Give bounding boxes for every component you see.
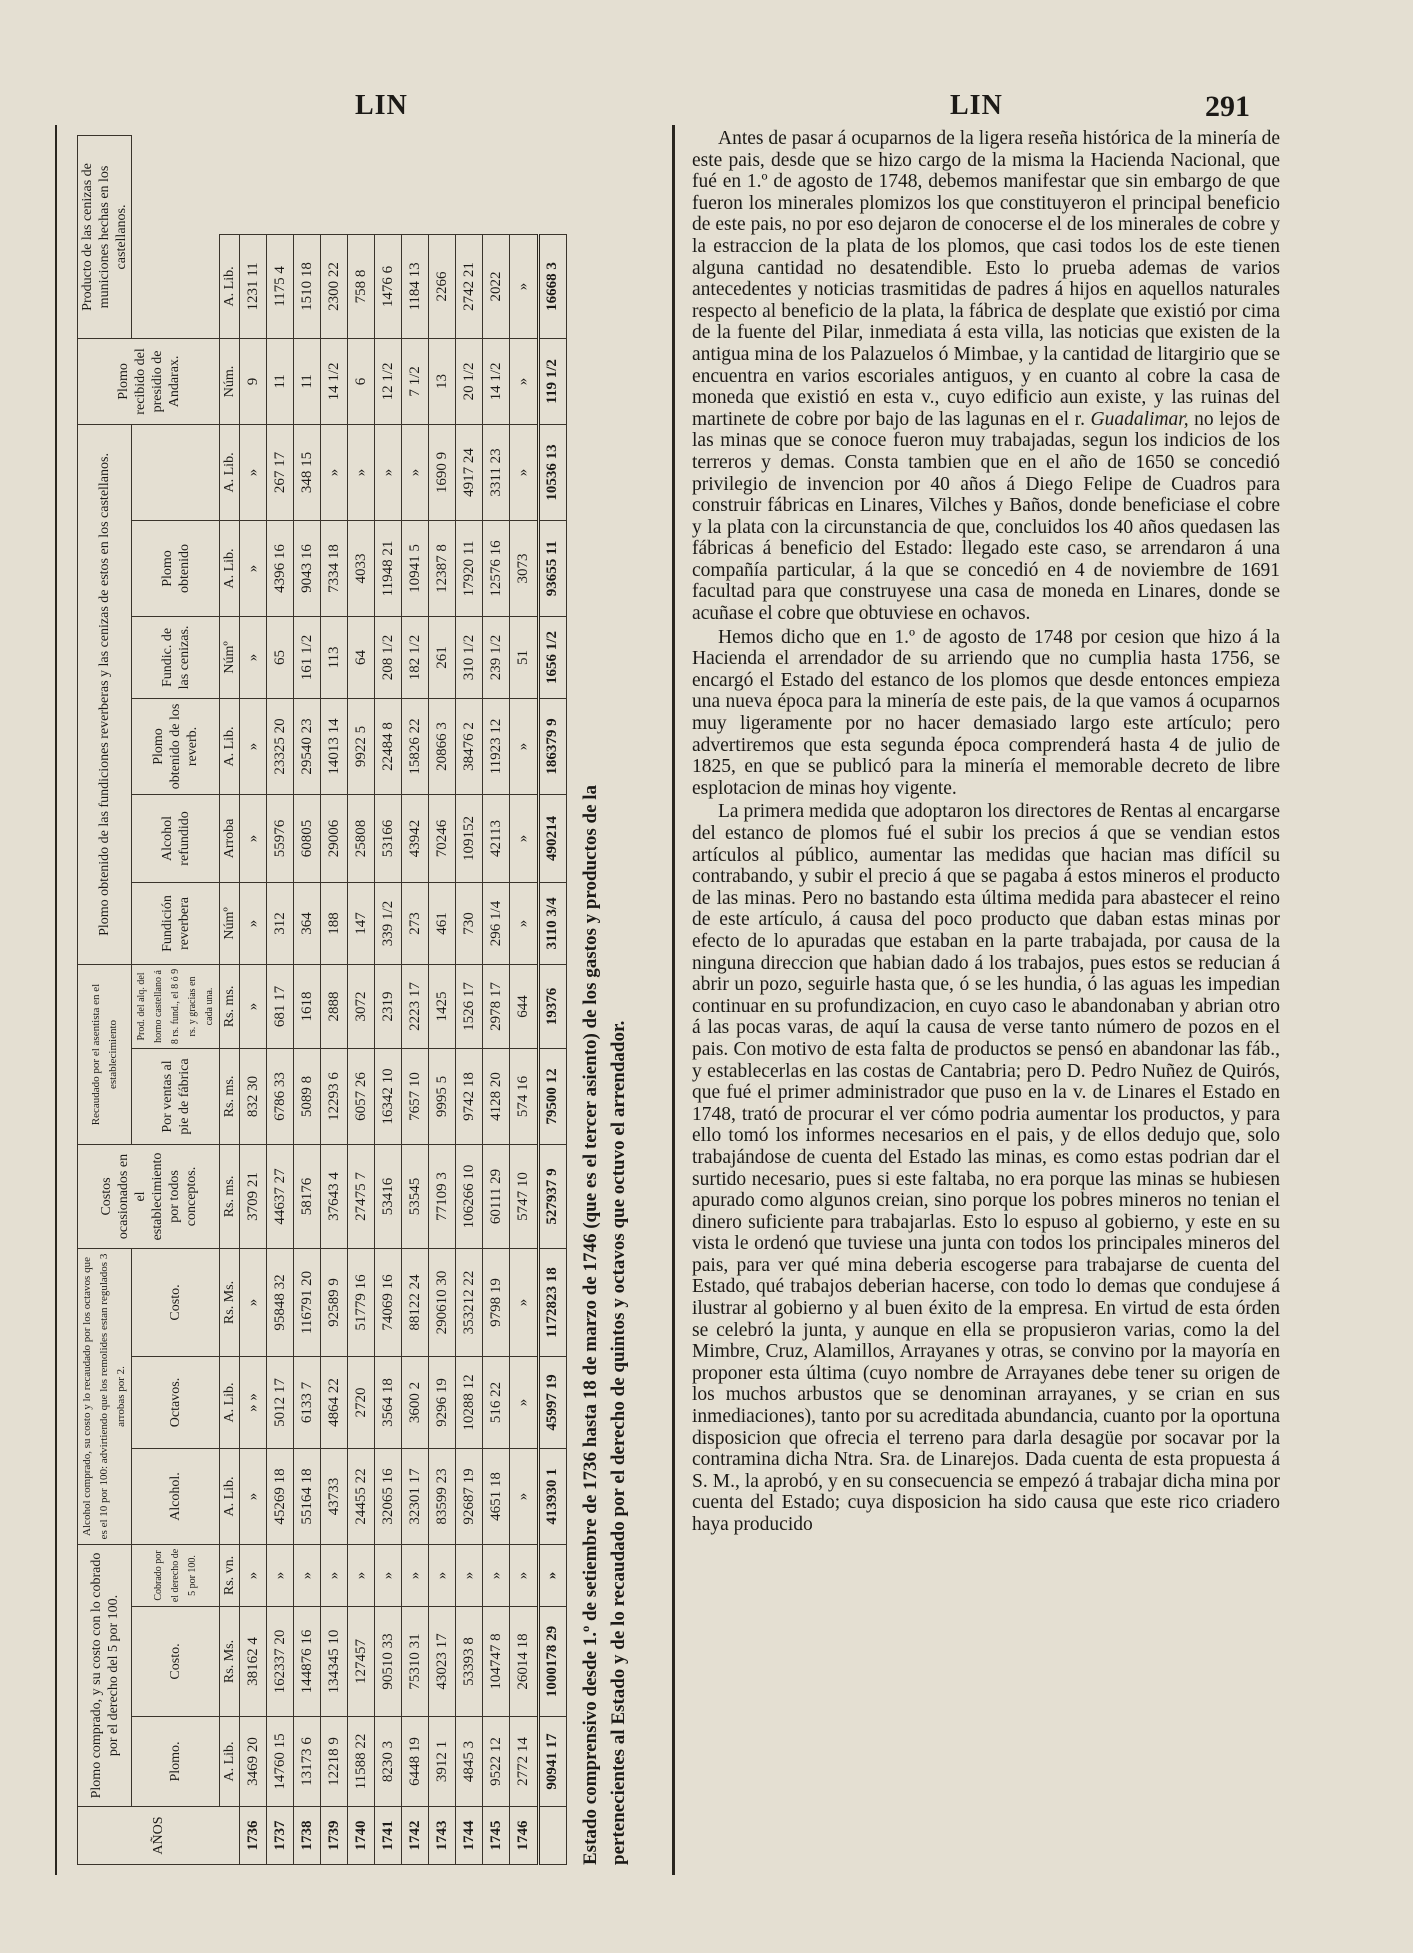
group-recaudado: Recaudado por el asentista en el establecimiento <box>78 964 132 1144</box>
table-cell-ar: 53166 <box>375 794 402 882</box>
table-cell-c: 162337 20 <box>267 1607 294 1717</box>
table-cell-cs: 3709 21 <box>240 1144 267 1248</box>
table-cell-pa: 2223 17 <box>402 964 429 1048</box>
table-cell-pr: 4917 24 <box>456 424 483 520</box>
table-cell-pn: 11 <box>294 338 321 424</box>
table-cell-fc: 208 1/2 <box>375 616 402 698</box>
table-cell-p: 13173 6 <box>294 1717 321 1807</box>
table-row <box>348 136 375 1865</box>
page-number: 291 <box>1205 90 1250 123</box>
table-cell-oc: 45997 19 <box>538 1356 566 1448</box>
table-cell-cs: 77109 3 <box>429 1144 456 1248</box>
table-cell-pv: 12293 6 <box>321 1048 348 1144</box>
unit: Núm. <box>220 338 240 424</box>
paragraph-1-end: no lejos de las minas que se conoce fueron muy trabajadas, segun los indicios de los terreros y demas. Consta tambien que en el año de 1650 se concedió privilegio de invencion por 40 años á Diego Felipe de Cuadros para construir fábricas en Linares, Vilches y Baños, donde beneficiase el cobre y la plata con la circunstancia de que, concluidos los 40 años quedasen las fábricas á beneficio del Estado: llegado este caso, se arrendaron á una compañía particular, á la que se concedió en 4 de noviembre de 1691 facultad para que construyese una casa de moneda en Linares, donde se acuñase el cobre que obtuviese en ochavos. <box>692 408 1280 625</box>
table-cell-pn: 14 1/2 <box>483 338 510 424</box>
running-head-left: LIN <box>355 90 408 121</box>
table-cell-oc: » <box>510 1356 538 1448</box>
table-cell-cs: 53545 <box>402 1144 429 1248</box>
table-cell-pl: 1476 6 <box>375 234 402 338</box>
table-cell-p: 11588 22 <box>348 1717 375 1807</box>
table-cell-co: 116791 20 <box>294 1248 321 1356</box>
table-cell-y: 1738 <box>294 1807 321 1865</box>
table-cell-pl: 2022 <box>483 234 510 338</box>
table-cell-p: 90941 17 <box>538 1717 566 1807</box>
table-cell-pn: 14 1/2 <box>321 338 348 424</box>
table-cell-ar: 490214 <box>538 794 566 882</box>
table-cell-c: 104747 8 <box>483 1607 510 1717</box>
table-cell-cb: » <box>456 1544 483 1606</box>
table-cell-pa: 1618 <box>294 964 321 1048</box>
table-cell-fr: 339 1/2 <box>375 882 402 964</box>
table-row <box>402 136 429 1865</box>
col-plomo-obtenido: Plomo obtenido <box>132 520 220 616</box>
table-cell-p: 12218 9 <box>321 1717 348 1807</box>
rotated-table-area <box>55 125 675 1875</box>
table-cell-pv: 574 16 <box>510 1048 538 1144</box>
table-cell-al: 4651 18 <box>483 1448 510 1544</box>
table-cell-po: » <box>240 698 267 794</box>
unit: A. Lib. <box>220 1448 240 1544</box>
table-cell-fr: 312 <box>267 882 294 964</box>
table-cell-y: 1737 <box>267 1807 294 1865</box>
table-cell-ar: 42113 <box>483 794 510 882</box>
table-cell-y: 1739 <box>321 1807 348 1865</box>
unit: Rs. Ms. <box>220 1607 240 1717</box>
table-cell-pn: 9 <box>240 338 267 424</box>
table-cell-cs: 5747 10 <box>510 1144 538 1248</box>
table-cell-pl: 758 8 <box>348 234 375 338</box>
col-alcohol: Alcohol. <box>132 1448 220 1544</box>
table-cell-pl: 1175 4 <box>267 234 294 338</box>
table-cell-pv: 5089 8 <box>294 1048 321 1144</box>
table-cell-c: 38162 4 <box>240 1607 267 1717</box>
unit: A. Lib. <box>220 234 240 338</box>
table-cell-pl: 1231 11 <box>240 234 267 338</box>
table-row <box>240 136 267 1865</box>
table-cell-cs: 527937 9 <box>538 1144 566 1248</box>
table-title <box>577 135 633 1865</box>
table-cell-p: 6448 19 <box>402 1717 429 1807</box>
table-cell-cb: » <box>402 1544 429 1606</box>
group-plomo-obtenido: Plomo obtenido de las fundiciones reverberas y las cenizas de estos en los castellanos. <box>78 424 132 964</box>
table-row <box>483 136 510 1865</box>
table-cell-p: 8230 3 <box>375 1717 402 1807</box>
table-cell-cb: » <box>321 1544 348 1606</box>
rotated-table-inner <box>57 125 672 1875</box>
table-cell-pn: 7 1/2 <box>402 338 429 424</box>
col-fundic-cenizas: Fundic. de las cenizas. <box>132 616 220 698</box>
col-costo: Costo. <box>132 1607 220 1717</box>
table-cell-pob: 17920 11 <box>456 520 483 616</box>
table-cell-pr: » <box>510 424 538 520</box>
table-cell-cb: » <box>429 1544 456 1606</box>
table-cell-al: 32301 17 <box>402 1448 429 1544</box>
table-cell-cs: 27475 7 <box>348 1144 375 1248</box>
table-cell-pr: 1690 9 <box>429 424 456 520</box>
table-cell-al: 83599 23 <box>429 1448 456 1544</box>
unit: Númº <box>220 882 240 964</box>
col-anos: AÑOS <box>78 1807 240 1865</box>
table-cell-pv: 6057 26 <box>348 1048 375 1144</box>
table-cell-c: 75310 31 <box>402 1607 429 1717</box>
paragraph-3: La primera medida que adoptaron los directores de Rentas al encargarse del estanco de plomos fué el subir los precios á que se vendian estos artículos al público, aumentar las medidas que hacian mas difícil su contrabando, y subir el precio á que se pagaba á estos mineros el producto de las minas. Pero no bastando esta última medida para abastecer el reino de este artículo, á causa del poco producto que daban estas minas por efecto de lo apuradas que estaban en la parte trabajada, por causa de la ninguna direccion que habian dado á los trabajos, pues estos se reducian á abrir un pozo, seguirle hasta que, ó se les hundia, ó las aguas les impedian continuar en su profundizacion, en cuyo caso le abandonaban y abrian otro á las pocas varas, de aquí la causa de verse tanto número de pozos en el pais. Con motivo de esta falta de productos se pensó en abandonar las fáb., y establecerlas en las costas de Cantabria; pero D. Pedro Nuñez de Quirós, que fué el primer administrador que puso en la v. de Linares el Estado en 1748, trató de procurar el ver cómo podria aumentar los productos, y para ello tomó los informes necesarios en el pais, y de ellos dedujo que, solo trabajándose de cuenta del Estado las minas, es como estas podrian dar el surtido necesario, pues si este faltaba, no era porque las minas se hubiesen apurado como algunos creian, sino porque los pobres mineros no tenian el dinero suficiente para trabajarlas. Esto lo espuso al gobierno, y este en su vista le ordenó que tuviese una junta con todos los principales mineros del pais, para ver qué mina deberia escogerse para trabajarse de cuenta del Estado, qué trabajos deberian hacerse, con todo lo demas que condujese á ilustrar al gobierno y al buen éxito de la empresa. En virtud de esta órden se celebró la junta, y aunque en ella se propusieron varias, como la del Mimbre, Cruz, Alamillos, Arrayanes y otras, se convino por la mayoría en proponer esta última (cuyo nombre de Arrayanes debe tener su origen de los muchos arbustos que se denominan arrayanes, y se crian en sus inmediaciones), tanto por su acreditada abundancia, cuanto por la oportuna disposicion que ofrecia el terreno para darla desagüe por socavar por la contramina dicha Ntra. Sra. de Linarejos. Dada cuenta de esta propuesta á S. M., la aprobó, y en su consecuencia se empezó á trabajar dicha mina por cuenta del Estado; cuya disposicion ha sido causa que este rico criadero haya producido <box>692 801 1280 1535</box>
table-cell-pn: 119 1/2 <box>538 338 566 424</box>
col-alcohol-refundido: Alcohol refundido <box>132 794 220 882</box>
table-cell-oc: 10288 12 <box>456 1356 483 1448</box>
table-cell-po: 22484 8 <box>375 698 402 794</box>
table-cell-c: 1000178 29 <box>538 1607 566 1717</box>
table-cell-pob: 3073 <box>510 520 538 616</box>
table-cell-cs: 37643 4 <box>321 1144 348 1248</box>
table-cell-pa: 644 <box>510 964 538 1048</box>
paragraph-1 <box>692 128 1280 625</box>
table-cell-pv: 9742 18 <box>456 1048 483 1144</box>
table-cell-cb: » <box>538 1544 566 1606</box>
unit: A. Lib. <box>220 520 240 616</box>
unit: A. Lib. <box>220 698 240 794</box>
unit: Númº <box>220 616 240 698</box>
table-cell-po: » <box>510 698 538 794</box>
table-cell-c: 43023 17 <box>429 1607 456 1717</box>
table-cell-pl: 2300 22 <box>321 234 348 338</box>
table-cell-pa: » <box>240 964 267 1048</box>
table-title-line2: pertenecientes al Estado y de lo recaudado por el derecho de quintos y octavos que octuvo el arrendador. <box>608 1020 629 1865</box>
col-prod-alquiler: Prod. del alq. del horno castellano á 8 rs. fund., el 8 ó 9 rs. y gracias en cada una. <box>132 964 220 1048</box>
table-cell-fr: 273 <box>402 882 429 964</box>
table-cell-ar: » <box>510 794 538 882</box>
table-cell-oc: » » <box>240 1356 267 1448</box>
unit: A. Lib. <box>220 1356 240 1448</box>
table-row <box>267 136 294 1865</box>
unit: A. Lib. <box>220 1717 240 1807</box>
table-cell-ar: 29006 <box>321 794 348 882</box>
paragraph-1-text: Antes de pasar á ocuparnos de la ligera reseña histórica de la minería de este pais, desde que se hizo cargo de la misma la Hacienda Nacional, que fué en 1.º de agosto de 1748, debemos manifestar que sin embargo de que fueron los minerales plomizos los que constituyeron el principal beneficio de este pais, no por eso dejaron de conocerse el de los minerales de cobre y la estraccion de la plata de los plomos, que casi todos los de este tienen alguna cantidad no desatendible. Esto lo prueba ademas de varios antecedentes y noticias trasmitidas de padres á hijos en aquellos naturales respecto al beneficio de la plata, la fábrica de desplate que existió por cima de la fuente del Pilar, inmediata á esta villa, las noticias que existen de la antigua mina de los Palazuelos ó Mimbae, y la cantidad de litargirio que se encuentra en varios escoriales antiguos, y en cuanto al cobre la casa de moneda que existió en esta v., cuyo edificio aun existe, y las ruinas del martinete de cobre por bajo de las lagunas en el r. <box>692 128 1280 430</box>
col-plomo-obtenido-rev: Plomo obtenido de los reverb. <box>132 698 220 794</box>
table-cell-fr: 730 <box>456 882 483 964</box>
table-cell-fr: 461 <box>429 882 456 964</box>
table-cell-al: » <box>240 1448 267 1544</box>
table-cell-pr: » <box>375 424 402 520</box>
table-cell-pob: » <box>240 520 267 616</box>
table-row <box>456 136 483 1865</box>
table-cell-ar: 25808 <box>348 794 375 882</box>
table-cell-oc: 3564 18 <box>375 1356 402 1448</box>
table-cell-cb: » <box>375 1544 402 1606</box>
table-cell-pob: 4033 <box>348 520 375 616</box>
table-cell-pr: 348 15 <box>294 424 321 520</box>
table-cell-pa: 2888 <box>321 964 348 1048</box>
table-cell-pa: 1425 <box>429 964 456 1048</box>
table-cell-pa: 2978 17 <box>483 964 510 1048</box>
table-total-row <box>538 136 566 1865</box>
table-cell-ar: 70246 <box>429 794 456 882</box>
table-cell-cs: 53416 <box>375 1144 402 1248</box>
col-costos-ocasionados: Costos ocasionados en el establecimiento por todos conceptos. <box>78 1144 220 1248</box>
table-cell-fc: 1656 1/2 <box>538 616 566 698</box>
table-cell-pob: 11948 21 <box>375 520 402 616</box>
table-cell-co: » <box>510 1248 538 1356</box>
table-cell-p: 9522 12 <box>483 1717 510 1807</box>
table-row <box>321 136 348 1865</box>
table-cell-al: » <box>510 1448 538 1544</box>
unit: Rs. vn. <box>220 1544 240 1606</box>
col-plomo-recibido: Plomo recibido del presidio de Andarax. <box>78 338 220 424</box>
table-cell-pv: 9995 5 <box>429 1048 456 1144</box>
unit: Rs. ms. <box>220 1048 240 1144</box>
table-cell-pn: 12 1/2 <box>375 338 402 424</box>
table-cell-ar: » <box>240 794 267 882</box>
unit: Rs. Ms. <box>220 1248 240 1356</box>
table-cell-po: 38476 2 <box>456 698 483 794</box>
table-cell-cs: 44637 27 <box>267 1144 294 1248</box>
col-plomo: Plomo. <box>132 1717 220 1807</box>
table-cell-pob: 7334 18 <box>321 520 348 616</box>
table-row <box>294 136 321 1865</box>
header-row-groups <box>78 136 132 1865</box>
table-cell-fr: » <box>240 882 267 964</box>
table-cell-fc: 239 1/2 <box>483 616 510 698</box>
group-alcohol: Alcohol comprado, su costo y lo recaudado por los octavos que es el 10 por 100: advirtiendo que los remolides estan regulados 3 arrobas por 2. <box>78 1248 132 1544</box>
table-cell-co: 9798 19 <box>483 1248 510 1356</box>
col-costo2: Costo. <box>132 1248 220 1356</box>
table-cell-co: 353212 22 <box>456 1248 483 1356</box>
table-cell-pr: » <box>240 424 267 520</box>
table-cell-cb: » <box>294 1544 321 1606</box>
table-cell-pl: 2742 21 <box>456 234 483 338</box>
table-cell-pl: 2266 <box>429 234 456 338</box>
table-cell-fr: 3110 3/4 <box>538 882 566 964</box>
table-cell-pa: 19376 <box>538 964 566 1048</box>
table-cell-p: 3912 1 <box>429 1717 456 1807</box>
table-cell-p: 4845 3 <box>456 1717 483 1807</box>
table-cell-fc: 113 <box>321 616 348 698</box>
table-cell-pn: » <box>510 338 538 424</box>
table-cell-co: 95848 32 <box>267 1248 294 1356</box>
table-cell-c: 127457 <box>348 1607 375 1717</box>
table-cell-pl: 1510 18 <box>294 234 321 338</box>
table-cell-y: 1745 <box>483 1807 510 1865</box>
table-cell-pob: 9043 16 <box>294 520 321 616</box>
table-cell-oc: 2720 <box>348 1356 375 1448</box>
table-cell-y: 1741 <box>375 1807 402 1865</box>
table-cell-p: 2772 14 <box>510 1717 538 1807</box>
table-row <box>510 136 538 1865</box>
table-cell-oc: 9296 19 <box>429 1356 456 1448</box>
table-cell-fc: 161 1/2 <box>294 616 321 698</box>
table-cell-pv: 832 30 <box>240 1048 267 1144</box>
table-cell-pob: 93655 11 <box>538 520 566 616</box>
rotated-table <box>57 125 672 1875</box>
col-fundicion: Fundición reverbera <box>132 882 220 964</box>
table-cell-po: 11923 12 <box>483 698 510 794</box>
place-name: Guadalimar, <box>1090 408 1189 430</box>
table-cell-co: 1172823 18 <box>538 1248 566 1356</box>
table-cell-al: 55164 18 <box>294 1448 321 1544</box>
table-cell-oc: 6133 7 <box>294 1356 321 1448</box>
table-cell-y: 1740 <box>348 1807 375 1865</box>
table-title-line1: Estado comprensivo desde 1.º de setiembre de 1736 hasta 18 de marzo de 1746 (que es el tercer asiento) de los gastos y productos de la <box>580 784 601 1865</box>
table-cell-pr: » <box>321 424 348 520</box>
table-cell-cs: 60111 29 <box>483 1144 510 1248</box>
table-cell-oc: 4864 22 <box>321 1356 348 1448</box>
table-cell-cs: 58176 <box>294 1144 321 1248</box>
table-cell-cb: » <box>348 1544 375 1606</box>
col-cobrado: Cobrado por el derecho de 5 por 100. <box>132 1544 220 1606</box>
table-cell-pv: 79500 12 <box>538 1048 566 1144</box>
table-cell-fr: 188 <box>321 882 348 964</box>
table-cell-fr: 364 <box>294 882 321 964</box>
table-row <box>375 136 402 1865</box>
table-cell-cs: 106266 10 <box>456 1144 483 1248</box>
table-cell-pr: 10536 13 <box>538 424 566 520</box>
table-cell-pn: 6 <box>348 338 375 424</box>
table-cell-pn: 11 <box>267 338 294 424</box>
table-cell-pob: 10941 5 <box>402 520 429 616</box>
table-cell-al: 24455 22 <box>348 1448 375 1544</box>
table-cell-cb: » <box>240 1544 267 1606</box>
text-column <box>692 128 1280 1878</box>
table-cell-c: 90510 33 <box>375 1607 402 1717</box>
table-cell-oc: 5012 17 <box>267 1356 294 1448</box>
table-cell-al: 43733 <box>321 1448 348 1544</box>
table-cell-co: 290610 30 <box>429 1248 456 1356</box>
data-table <box>77 135 567 1865</box>
col-octavos: Octavos. <box>132 1356 220 1448</box>
table-body <box>240 136 567 1865</box>
unit: Arroba <box>220 794 240 882</box>
table-cell-pv: 4128 20 <box>483 1048 510 1144</box>
unit: Rs. ms. <box>220 1144 240 1248</box>
table-cell-fc: 310 1/2 <box>456 616 483 698</box>
table-cell-al: 92687 19 <box>456 1448 483 1544</box>
table-cell-po: 15826 22 <box>402 698 429 794</box>
table-cell-al: 45269 18 <box>267 1448 294 1544</box>
table-cell-pr: 3311 23 <box>483 424 510 520</box>
table-cell-p: 14760 15 <box>267 1717 294 1807</box>
table-cell-oc: 516 22 <box>483 1356 510 1448</box>
table-cell-fr: » <box>510 882 538 964</box>
table-cell-ar: 55976 <box>267 794 294 882</box>
table-cell-fc: 65 <box>267 616 294 698</box>
table-row <box>429 136 456 1865</box>
table-cell-fc: 51 <box>510 616 538 698</box>
table-cell-fc: 64 <box>348 616 375 698</box>
table-cell-cb: » <box>510 1544 538 1606</box>
table-cell-pa: 681 17 <box>267 964 294 1048</box>
table-cell-pl: 16668 3 <box>538 234 566 338</box>
table-cell-pr: » <box>402 424 429 520</box>
unit: A. Lib. <box>220 424 240 520</box>
group-producto-cenizas: Producto de las cenizas de municiones hechas en los castellanos. <box>78 136 132 339</box>
table-cell-oc: 3600 2 <box>402 1356 429 1448</box>
table-cell-co: 88122 24 <box>402 1248 429 1356</box>
table-cell-c: 144876 16 <box>294 1607 321 1717</box>
table-cell-po: 9922 5 <box>348 698 375 794</box>
paragraph-2: Hemos dicho que en 1.º de agosto de 1748 por cesion que hizo á la Hacienda el arrendador de su arriendo que no cumplia hasta 1756, se encargó el Estado del estanco de los plomos que desde entonces empieza una nueva época para la minería de este pais, de la que vamos á ocuparnos muy ligeramente por no hacer demasiado largo este artículo; pero advertiremos que esta segunda época comprenderá hasta 4 de julio de 1825, en que se publicó para la minería el memorable decreto de libre esplotacion de minas hoy vigente. <box>692 626 1280 799</box>
table-cell-pa: 3072 <box>348 964 375 1048</box>
table-cell-co: 74069 16 <box>375 1248 402 1356</box>
table-cell-pob: 12387 8 <box>429 520 456 616</box>
table-cell-pl: » <box>510 234 538 338</box>
group-plomo-comprado: Plomo comprado, y su costo con lo cobrado por el derecho del 5 por 100. <box>78 1544 132 1806</box>
table-cell-pob: 12576 16 <box>483 520 510 616</box>
table-cell-al: 32065 16 <box>375 1448 402 1544</box>
table-cell-ar: 43942 <box>402 794 429 882</box>
table-cell-ar: 109152 <box>456 794 483 882</box>
table-cell-pn: 13 <box>429 338 456 424</box>
table-cell-fc: 182 1/2 <box>402 616 429 698</box>
table-cell-ar: 60805 <box>294 794 321 882</box>
table-cell-co: » <box>240 1248 267 1356</box>
table-cell-fr: 147 <box>348 882 375 964</box>
table-cell-y: 1746 <box>510 1807 538 1865</box>
table-cell-c: 26014 18 <box>510 1607 538 1717</box>
table-cell-po: 29540 23 <box>294 698 321 794</box>
table-cell-po: 23325 20 <box>267 698 294 794</box>
table-cell-pv: 6786 33 <box>267 1048 294 1144</box>
table-cell-po: 186379 9 <box>538 698 566 794</box>
table-cell-pl: 1184 13 <box>402 234 429 338</box>
table-cell-pn: 20 1/2 <box>456 338 483 424</box>
table-cell-co: 51779 16 <box>348 1248 375 1356</box>
table-cell-p: 3469 20 <box>240 1717 267 1807</box>
table-cell-y: 1743 <box>429 1807 456 1865</box>
table-cell-y <box>538 1807 566 1865</box>
table-cell-y: 1744 <box>456 1807 483 1865</box>
table-cell-y: 1736 <box>240 1807 267 1865</box>
col-por-venta: Por ventas al pie de fábrica <box>132 1048 220 1144</box>
table-cell-cb: » <box>267 1544 294 1606</box>
table-cell-po: 20866 3 <box>429 698 456 794</box>
table-cell-po: 14013 14 <box>321 698 348 794</box>
table-cell-pr: 267 17 <box>267 424 294 520</box>
table-cell-pa: 1526 17 <box>456 964 483 1048</box>
table-cell-fc: » <box>240 616 267 698</box>
table-cell-co: 92589 9 <box>321 1248 348 1356</box>
table-cell-pa: 2319 <box>375 964 402 1048</box>
table-cell-fc: 261 <box>429 616 456 698</box>
table-cell-pr: » <box>348 424 375 520</box>
table-cell-al: 413930 1 <box>538 1448 566 1544</box>
unit: Rs. ms. <box>220 964 240 1048</box>
header-row-units <box>220 136 240 1865</box>
table-cell-pv: 7657 10 <box>402 1048 429 1144</box>
table-cell-c: 53393 8 <box>456 1607 483 1717</box>
table-cell-pv: 16342 10 <box>375 1048 402 1144</box>
running-head-right: LIN <box>950 90 1003 121</box>
table-cell-c: 134345 10 <box>321 1607 348 1717</box>
table-cell-y: 1742 <box>402 1807 429 1865</box>
table-cell-fr: 296 1/4 <box>483 882 510 964</box>
table-cell-cb: » <box>483 1544 510 1606</box>
table-cell-pob: 4396 16 <box>267 520 294 616</box>
